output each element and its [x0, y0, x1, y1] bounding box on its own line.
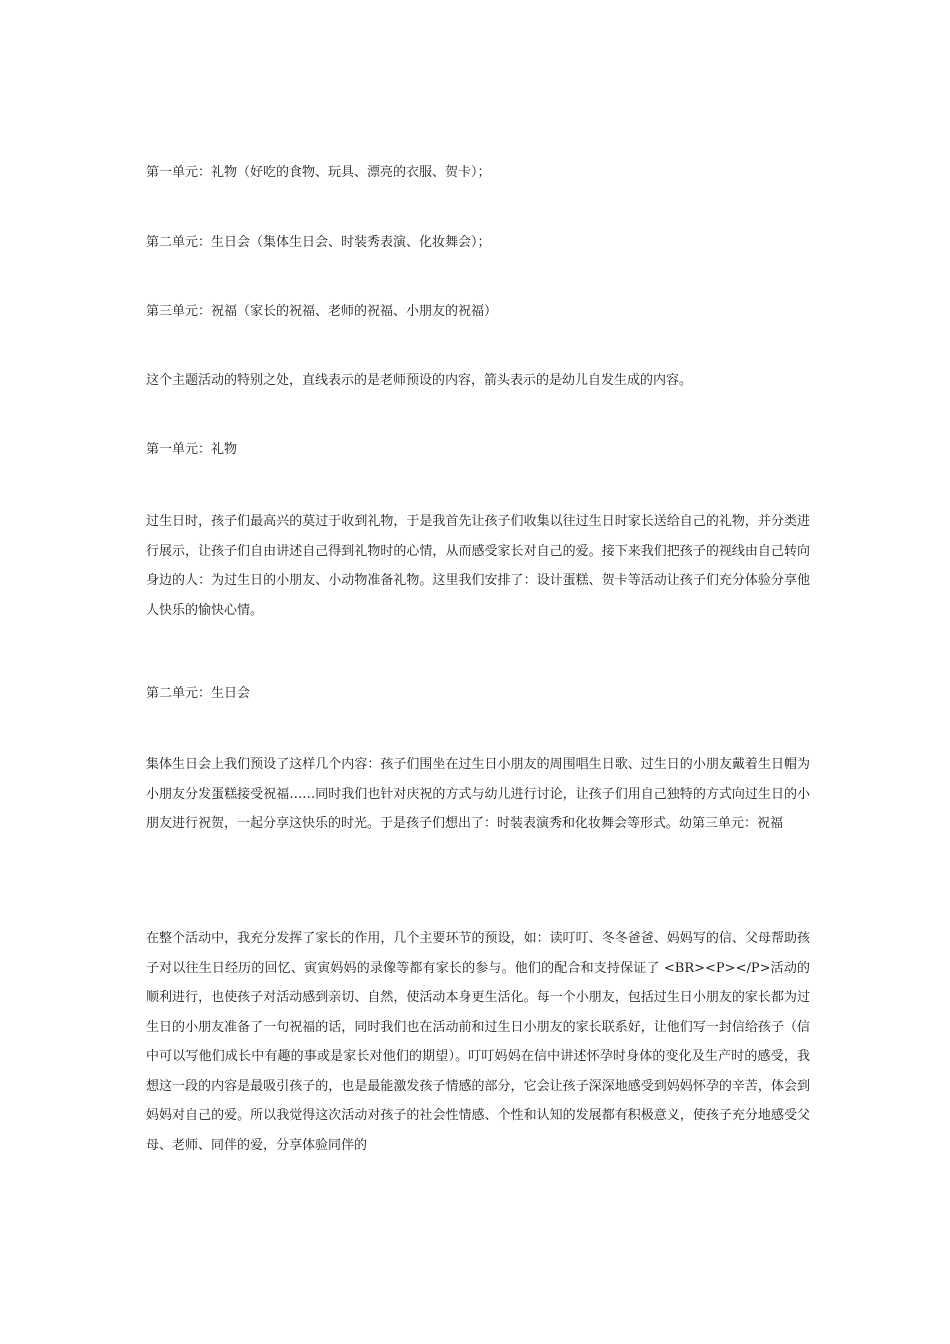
section-3-body: 在整个活动中，我充分发挥了家长的作用，几个主要环节的预设，如：读叮叮、冬冬爸爸、妈妈写的信、父母帮助孩子对以往生日经历的回忆、寅寅妈妈的录像等都有家长的参与。他们的配合和支持保证了 <BR><P></P>活动的顺利进行，也使孩子对活动感到亲切、自然，使活动本身更生活化。每一个小朋友，包括过生日小朋友的家长都为过生日的小朋友准备了一句祝福的话，同时我们也在活动前和过生日小朋友的家长联系好，让他们写一封信给孩子（信中可以写他们成长中有趣的事或是家长对他们的期望）。叮叮妈妈在信中讲述怀孕时身体的变化及生产时的感受，我想这一段的内容是最吸引孩子的，也是最能激发孩子情感的部分，它会让孩子深深地感受到妈妈怀孕的辛苦，体会到妈妈对自己的爱。所以我觉得这次活动对孩子的社会性情感、个性和认知的发展都有积极意义，使孩子充分地感受父母、老师、同伴的爱，分享体验同伴的	[146, 931, 810, 1153]
unit-1-outline: 第一单元：礼物（好吃的食物、玩具、漂亮的衣服、贺卡）；	[146, 165, 491, 180]
unit-2-outline: 第二单元：生日会（集体生日会、时装秀表演、化妆舞会）；	[146, 235, 491, 250]
feature-note: 这个主题活动的特别之处，直线表示的是老师预设的内容，箭头表示的是幼儿自发生成的内容。	[146, 373, 693, 388]
section-2-body: 集体生日会上我们预设了这样几个内容：孩子们围坐在过生日小朋友的周围唱生日歌、过生日的小朋友戴着生日帽为小朋友分发蛋糕接受祝福……同时我们也针对庆祝的方式与幼儿进行讨论，让孩子们用自己独特的方式向过生日的小朋友进行祝贺，一起分享这快乐的时光。于是孩子们想出了：时装表演秀和化妆舞会等形式。幼第三单元：祝福	[146, 757, 810, 831]
section-1-heading: 第一单元：礼物	[146, 442, 238, 457]
section-2-heading: 第二单元：生日会	[146, 686, 251, 701]
section-1-body: 过生日时，孩子们最高兴的莫过于收到礼物，于是我首先让孩子们收集以往过生日时家长送给自己的礼物，并分类进行展示，让孩子们自由讲述自己得到礼物时的心情，从而感受家长对自己的爱。接下来我们把孩子的视线由自己转向身边的人：为过生日的小朋友、小动物准备礼物。这里我们安排了：设计蛋糕、贺卡等活动让孩子们充分体验分享他人快乐的愉快心情。	[146, 514, 810, 618]
unit-3-outline: 第三单元：祝福（家长的祝福、老师的祝福、小朋友的祝福）	[146, 304, 498, 319]
